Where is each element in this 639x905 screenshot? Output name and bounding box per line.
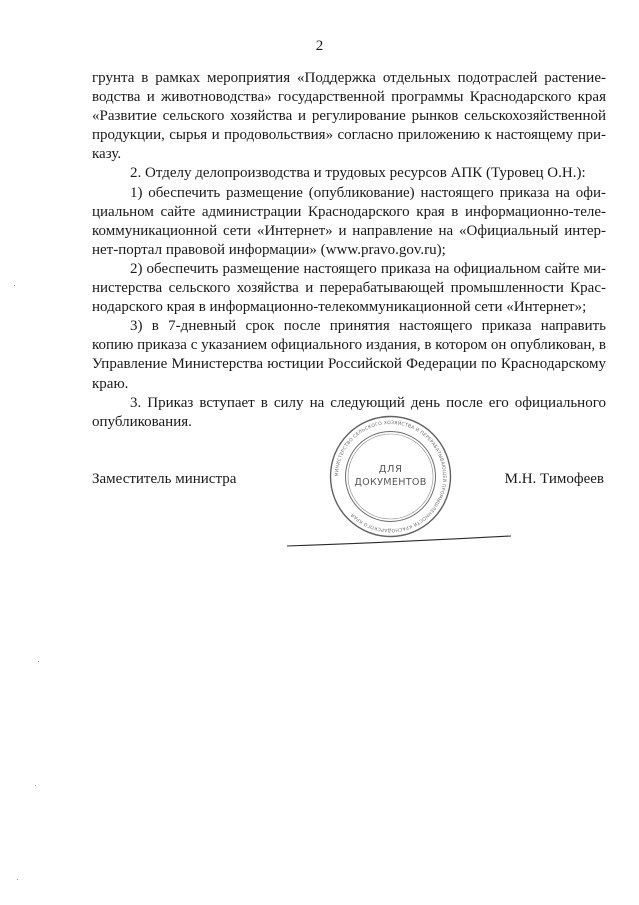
text-line: нистерства сельского хозяйства и перерабатывающей промышленности Крас-	[92, 280, 606, 297]
signatory-name: М.Н. Тимофеев	[504, 471, 604, 487]
scan-speck	[38, 661, 39, 662]
text-line: циальном сайте администрации Краснодарского края в информационно-теле-	[92, 203, 606, 220]
text-line: казу.	[92, 146, 122, 163]
scan-speck	[35, 785, 36, 786]
text-line: краю.	[92, 375, 129, 392]
text-line: грунта в рамках мероприятия «Поддержка отдельных подотраслей растение-	[92, 70, 606, 86]
paragraph-2	[92, 164, 606, 183]
scan-speck	[14, 285, 15, 286]
text-line: нет-портал правовой информации» (www.pravo.gov.ru);	[92, 241, 446, 258]
official-seal	[328, 414, 453, 539]
signatory-position: Заместитель министра	[92, 471, 237, 487]
signature-stroke	[287, 535, 512, 549]
text-line: 1) обеспечить размещение (опубликование) настоящего приказа на офи-	[130, 184, 606, 201]
text-line: приказа с указанием официального издания, в котором он опубликован, в	[137, 337, 607, 354]
text-line: водства и животноводства» государственной программы Краснодарского края	[92, 89, 606, 106]
paragraph-1	[92, 69, 606, 164]
text-line: 3. Приказ вступает в силу на следующий день после его официального	[130, 394, 606, 411]
text-line: 3) в 7-дневный срок после принятия настоящего приказа направить копию	[92, 318, 606, 354]
paragraph-3	[92, 184, 606, 260]
document-body	[92, 69, 606, 432]
seal-center-line1: ДЛЯ	[378, 464, 403, 475]
text-line: 2) обеспечить размещение настоящего приказа на официальном сайте ми-	[130, 260, 606, 277]
text-line: опубликования.	[92, 413, 192, 430]
text-line: продукции, сырья и продовольствия» согласно приложению к настоящему при-	[92, 127, 606, 144]
paragraph-4	[92, 260, 606, 317]
page-number: 2	[315, 38, 324, 54]
seal-ring-textpath: МИНИСТЕРСТВО СЕЛЬСКОГО ХОЗЯЙСТВА И ПЕРЕРАБАТЫВАЮЩЕЙ ПРОМЫШЛЕННОСТИ КРАСНОДАРСКОГО КРАЯ	[334, 420, 447, 533]
text-line: нодарского края в информационно-телекоммуникационной сети «Интернет»;	[92, 299, 587, 316]
paragraph-5	[92, 317, 606, 393]
scan-speck	[17, 879, 18, 880]
text-line: коммуникационной сети «Интернет» и направление на «Официальный интер-	[92, 222, 606, 239]
text-line: 2. Отделу делопроизводства и трудовых ресурсов АПК (Туровец О.Н.):	[130, 165, 586, 182]
text-line: Управление Министерства юстиции Российской Федерации по Краснодарскому	[92, 356, 606, 373]
seal-center-line2: ДОКУМЕНТОВ	[354, 477, 427, 488]
text-line: «Развитие сельского хозяйства и регулирование рынков сельскохозяйственной	[92, 108, 606, 125]
